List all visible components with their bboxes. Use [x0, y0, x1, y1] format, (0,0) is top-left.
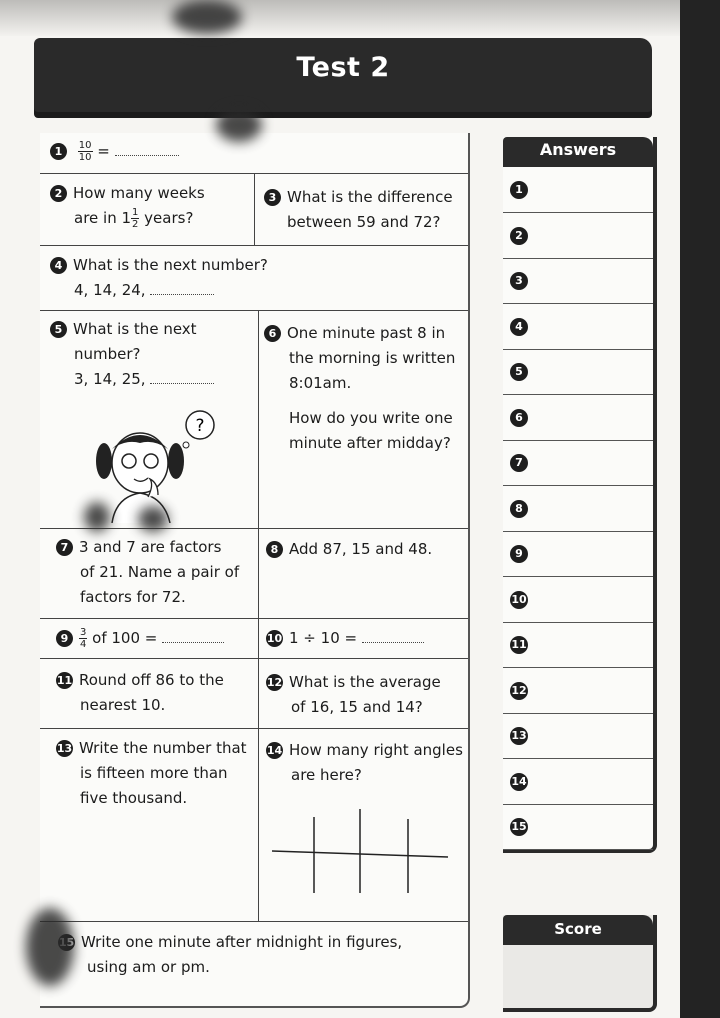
question-text: is fifteen more than [80, 764, 228, 782]
thought-dot [183, 442, 189, 448]
answer-number: 9 [510, 545, 528, 563]
question-text: How many weeks [73, 184, 205, 202]
girl-illustration [92, 405, 227, 523]
question-text: 3 and 7 are factors [79, 538, 222, 556]
worksheet [40, 133, 470, 1008]
answer-row[interactable] [503, 486, 653, 532]
divider [40, 245, 468, 246]
title-banner [34, 38, 652, 112]
answer-number: 2 [510, 227, 528, 245]
answer-number: 11 [510, 636, 528, 654]
fraction-numerator: 1 [132, 207, 139, 218]
right-angles-figure [272, 805, 452, 897]
question-text: How many right angles [289, 741, 463, 759]
question-number: 13 [56, 742, 73, 755]
question-text: What is the difference [287, 188, 453, 206]
question-number: 8 [266, 541, 283, 558]
answer-row[interactable] [503, 213, 653, 259]
thumb-shadow [26, 908, 74, 986]
question-number: 11 [56, 674, 73, 687]
answer-row[interactable] [503, 167, 653, 213]
question-text: 1 ÷ 10 = [289, 629, 358, 647]
answer-blank[interactable] [150, 383, 214, 384]
divider [40, 728, 468, 729]
question-text: of 100 = [87, 629, 158, 647]
fraction-denominator: 4 [80, 639, 87, 650]
fraction-denominator: 2 [132, 219, 139, 230]
question-text: 3, 14, 25, [74, 370, 146, 388]
question-number: 2 [50, 185, 67, 202]
answer-row[interactable] [503, 804, 653, 850]
question-5 [50, 317, 214, 392]
question-text: How do you write one [289, 409, 453, 427]
question-11 [56, 668, 224, 718]
answer-blank[interactable] [115, 155, 179, 156]
question-text: Write the number that [79, 739, 247, 757]
question-text: What is the average [289, 673, 441, 691]
answer-number: 4 [510, 318, 528, 336]
score-heading: Score [503, 915, 653, 945]
question-number: 14 [266, 744, 283, 757]
pigtail-left [96, 443, 112, 479]
question-1 [50, 139, 179, 164]
question-3 [264, 185, 453, 235]
answer-number: 8 [510, 500, 528, 518]
question-text: factors for 72. [80, 588, 186, 606]
answer-row[interactable] [503, 440, 653, 486]
thumb-shadow [138, 506, 168, 532]
thumb-shadow [84, 502, 110, 532]
question-text: What is the next number? [73, 256, 268, 274]
divider [254, 173, 255, 245]
question-12 [266, 670, 441, 720]
answer-row[interactable] [503, 713, 653, 759]
question-text: number? [74, 345, 141, 363]
equals-sign: = [97, 142, 110, 160]
question-text: What is the next [73, 320, 197, 338]
answer-blank[interactable] [162, 642, 224, 643]
question-number: 5 [50, 321, 67, 338]
question-text: 4, 14, 24, [74, 281, 146, 299]
question-text: Round off 86 to the [79, 671, 224, 689]
question-number: 7 [56, 539, 73, 556]
answer-number: 14 [510, 773, 528, 791]
answer-row[interactable] [503, 668, 653, 714]
question-text: using am or pm. [87, 958, 210, 976]
answer-row[interactable] [503, 304, 653, 350]
question-text: nearest 10. [80, 696, 166, 714]
question-text: years? [139, 209, 194, 227]
thumb-shadow [216, 108, 262, 142]
answer-number: 1 [510, 181, 528, 199]
question-number: 9 [56, 630, 73, 647]
question-text: Write one minute after midnight in figures, [81, 933, 403, 951]
question-9 [56, 626, 224, 651]
question-text: 8:01am. [289, 374, 352, 392]
question-number: 3 [264, 189, 281, 206]
question-text: of 21. Name a pair of [80, 563, 240, 581]
question-text: are in 1 [74, 209, 132, 227]
score-box[interactable] [509, 951, 645, 999]
question-mark: ? [195, 416, 205, 436]
fraction-numerator: 3 [80, 627, 87, 638]
divider [40, 618, 468, 619]
answer-number: 13 [510, 727, 528, 745]
page-title: Test 2 [296, 52, 390, 83]
divider [40, 921, 468, 922]
question-number: 4 [50, 257, 67, 274]
question-text: five thousand. [80, 789, 188, 807]
question-4 [50, 253, 268, 303]
answer-row[interactable] [503, 577, 653, 623]
fraction-numerator: 10 [78, 140, 92, 151]
answer-row[interactable] [503, 622, 653, 668]
question-text: minute after midday? [289, 434, 451, 452]
answers-panel [503, 137, 657, 853]
answer-row[interactable] [503, 531, 653, 577]
question-8 [266, 537, 432, 562]
fraction [78, 140, 93, 163]
answer-blank[interactable] [362, 642, 424, 643]
pigtail-right [168, 443, 184, 479]
answer-number: 6 [510, 409, 528, 427]
question-text: are here? [291, 766, 362, 784]
divider [258, 310, 259, 921]
fraction-denominator: 10 [78, 152, 92, 163]
answer-number: 15 [510, 818, 528, 836]
question-number: 1 [50, 143, 67, 160]
answer-number: 10 [510, 591, 528, 609]
answer-blank[interactable] [150, 294, 214, 295]
answer-number: 7 [510, 454, 528, 472]
answer-number: 5 [510, 363, 528, 381]
question-text: between 59 and 72? [287, 213, 441, 231]
question-text: of 16, 15 and 14? [291, 698, 423, 716]
question-text: Add 87, 15 and 48. [289, 540, 433, 558]
question-2 [50, 181, 205, 231]
question-number: 6 [264, 325, 281, 342]
answer-number: 3 [510, 272, 528, 290]
question-7 [56, 535, 239, 610]
question-14 [266, 738, 463, 788]
thumb-shadow [172, 0, 242, 34]
answer-row[interactable] [503, 349, 653, 395]
divider [40, 310, 468, 311]
question-number: 10 [266, 632, 283, 645]
question-text: One minute past 8 in [287, 324, 446, 342]
answer-row[interactable] [503, 258, 653, 304]
answer-row[interactable] [503, 759, 653, 805]
question-15 [58, 930, 402, 980]
answer-number: 12 [510, 682, 528, 700]
top-shadow [0, 0, 688, 36]
score-panel [503, 915, 657, 1012]
question-10 [266, 626, 424, 651]
question-13 [56, 736, 247, 811]
answer-row[interactable] [503, 395, 653, 441]
book-edge [680, 0, 720, 1018]
answers-heading: Answers [503, 137, 653, 167]
question-6 [264, 321, 455, 456]
question-number: 12 [266, 676, 283, 689]
divider [40, 658, 468, 659]
question-text: the morning is written [289, 349, 456, 367]
